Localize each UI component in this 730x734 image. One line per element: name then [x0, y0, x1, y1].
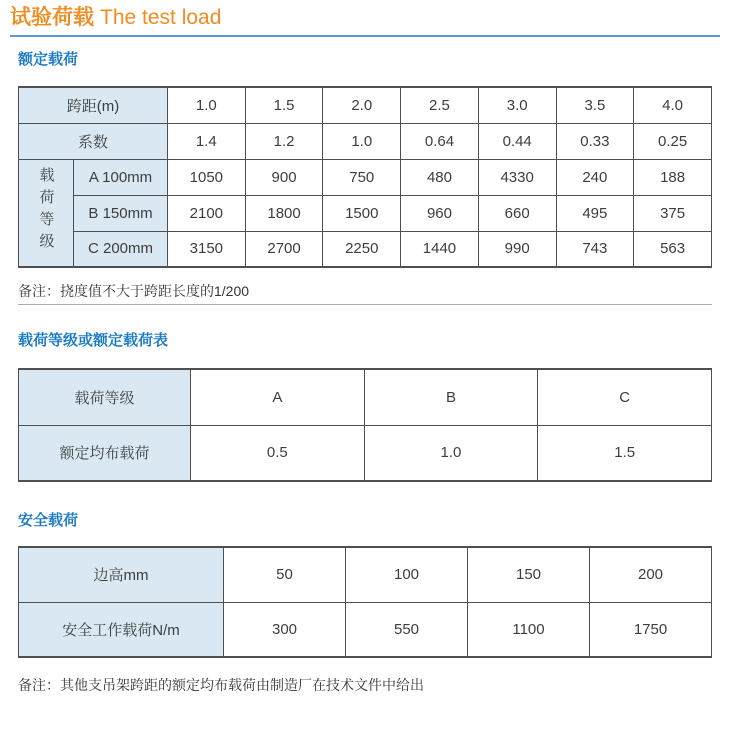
- cell-factor: 0.64: [401, 123, 479, 159]
- cell-span: 3.0: [478, 87, 556, 123]
- cell-grade-a: 240: [556, 159, 634, 195]
- cell-safe-working-load: 550: [346, 602, 468, 657]
- cell-grade-c: 2250: [323, 231, 401, 267]
- cell-safe-working-load: 300: [224, 602, 346, 657]
- cell-span: 1.5: [245, 87, 323, 123]
- section-title-grade-table: 载荷等级或额定载荷表: [18, 332, 169, 349]
- section-divider: [18, 304, 712, 305]
- cell-grade-b: 660: [478, 195, 556, 231]
- cell-side-height: 150: [468, 547, 590, 602]
- cell-grade-a: 188: [634, 159, 712, 195]
- cell-grade-a: 4330: [478, 159, 556, 195]
- note-rated-load: 备注：挠度值不大于跨距长度的1/200: [18, 283, 250, 299]
- table-row: [19, 195, 712, 231]
- cell-factor: 0.44: [478, 123, 556, 159]
- table-row: [19, 602, 712, 657]
- cell-rated-uniform-load: 1.5: [538, 425, 712, 481]
- cell-span: 3.5: [556, 87, 634, 123]
- note-safety-load: 备注：其他支吊架跨距的额定均布载荷由制造厂在技术文件中给出: [18, 677, 424, 693]
- cell-span: 4.0: [634, 87, 712, 123]
- cell-rated-uniform-load: 0.5: [191, 425, 365, 481]
- cell-grade-c: 2700: [245, 231, 323, 267]
- safety-load-table: [18, 546, 712, 658]
- cell-grade-b: 1800: [245, 195, 323, 231]
- cell-grade-a: 900: [245, 159, 323, 195]
- cell-safe-working-load: 1100: [468, 602, 590, 657]
- cell-grade-b: 495: [556, 195, 634, 231]
- page-title-en: The test load: [100, 6, 222, 29]
- table-row: [19, 369, 712, 425]
- cell-grade-c: 1440: [401, 231, 479, 267]
- section-title-rated-load: 额定载荷: [18, 51, 79, 68]
- row-header-load-grade: 载荷等级: [19, 369, 191, 425]
- cell-grade-a: 750: [323, 159, 401, 195]
- cell-grade-c: 990: [478, 231, 556, 267]
- page-title: [10, 5, 720, 37]
- row-header-span: 跨距(m): [19, 87, 168, 123]
- row-header-rated-uniform-load: 额定均布载荷: [19, 425, 191, 481]
- page-title-zh: 试验荷载: [10, 6, 94, 29]
- cell-rated-uniform-load: 1.0: [364, 425, 538, 481]
- cell-factor: 1.0: [323, 123, 401, 159]
- cell-safe-working-load: 1750: [590, 602, 712, 657]
- cell-factor: 0.33: [556, 123, 634, 159]
- row-group-header-load-grade: [19, 159, 74, 267]
- cell-grade-a: 480: [401, 159, 479, 195]
- cell-span: 2.0: [323, 87, 401, 123]
- cell-grade-c: 743: [556, 231, 634, 267]
- table-row: [19, 123, 712, 159]
- row-header-factor: 系数: [19, 123, 168, 159]
- table-row: [19, 425, 712, 481]
- table-row: [19, 547, 712, 602]
- cell-side-height: 200: [590, 547, 712, 602]
- cell-grade-b: 1500: [323, 195, 401, 231]
- cell-span: 2.5: [401, 87, 479, 123]
- row-header-grade-a: A 100mm: [74, 159, 168, 195]
- cell-load-grade: C: [538, 369, 712, 425]
- table-row: [19, 231, 712, 267]
- section-title-safety-load: 安全载荷: [18, 512, 79, 529]
- cell-factor: 1.4: [168, 123, 246, 159]
- cell-grade-b: 375: [634, 195, 712, 231]
- cell-grade-a: 1050: [168, 159, 246, 195]
- table-row: [19, 87, 712, 123]
- cell-grade-c: 563: [634, 231, 712, 267]
- cell-side-height: 50: [224, 547, 346, 602]
- row-header-grade-b: B 150mm: [74, 195, 168, 231]
- cell-load-grade: A: [191, 369, 365, 425]
- cell-grade-c: 3150: [168, 231, 246, 267]
- cell-load-grade: B: [364, 369, 538, 425]
- cell-grade-b: 2100: [168, 195, 246, 231]
- row-header-side-height: 边高mm: [19, 547, 224, 602]
- load-grade-table: [18, 368, 712, 482]
- row-header-safe-working-load: 安全工作载荷N/m: [19, 602, 224, 657]
- cell-factor: 0.25: [634, 123, 712, 159]
- table-row: [19, 159, 712, 195]
- cell-factor: 1.2: [245, 123, 323, 159]
- vertical-label: 载荷等级: [37, 166, 55, 255]
- cell-side-height: 100: [346, 547, 468, 602]
- row-header-grade-c: C 200mm: [74, 231, 168, 267]
- rated-load-table: [18, 86, 712, 268]
- cell-span: 1.0: [168, 87, 246, 123]
- cell-grade-b: 960: [401, 195, 479, 231]
